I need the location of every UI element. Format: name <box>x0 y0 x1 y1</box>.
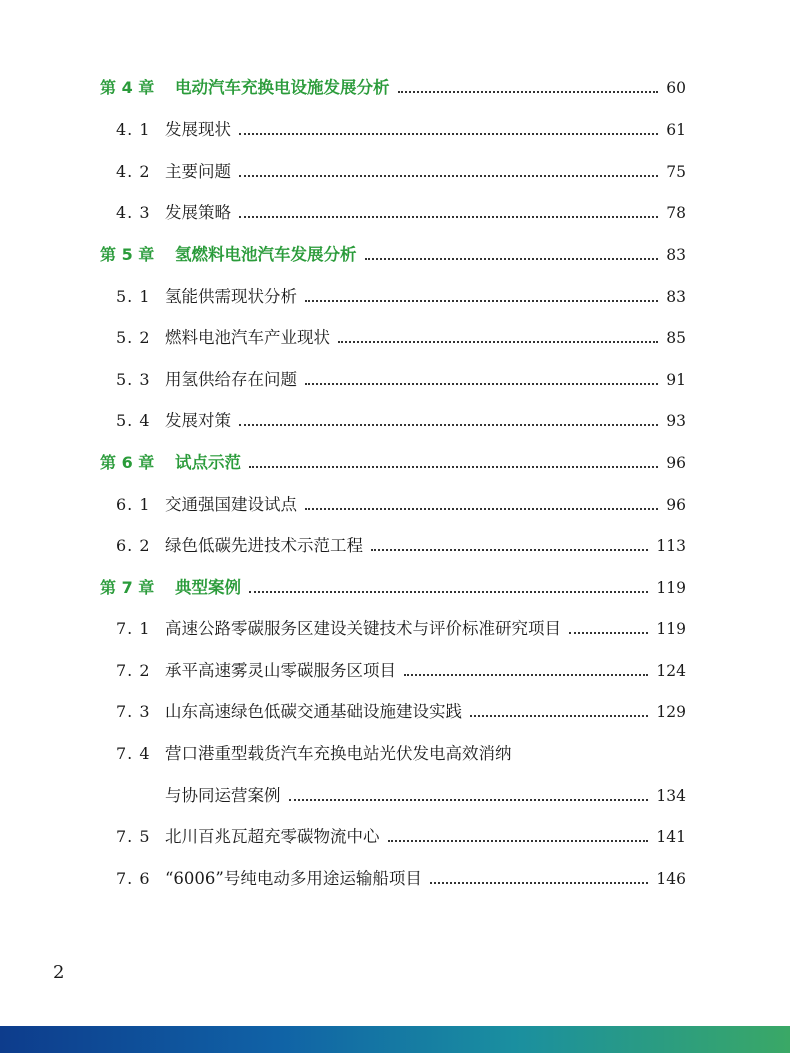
dot-leader <box>249 466 658 468</box>
section-title: 北川百兆瓦超充零碳物流中心 <box>165 827 380 846</box>
toc-section-row[interactable] <box>0 656 790 686</box>
dot-leader <box>239 133 658 135</box>
section-number: 4. 1 <box>116 120 151 139</box>
page-ref: 91 <box>666 371 686 389</box>
section-number: 5. 2 <box>116 328 151 347</box>
dot-leader <box>289 799 648 801</box>
dot-leader <box>398 91 658 93</box>
dot-leader <box>430 882 648 884</box>
page-ref: 75 <box>666 163 686 181</box>
dot-leader <box>338 341 658 343</box>
section-number: 7. 3 <box>116 702 151 721</box>
chapter-title: 典型案例 <box>175 578 241 597</box>
section-title: 营口港重型载货汽车充换电站光伏发电高效消纳 <box>165 744 512 763</box>
page-ref: 96 <box>666 496 686 514</box>
toc-chapter-row[interactable] <box>0 448 790 478</box>
page-ref: 141 <box>656 828 686 846</box>
dot-leader <box>569 632 648 634</box>
page-ref: 134 <box>656 787 686 805</box>
section-title: 用氢供给存在问题 <box>165 370 297 389</box>
section-number: 6. 1 <box>116 495 151 514</box>
chapter-number: 第 5 章 <box>100 245 155 264</box>
toc-section-row[interactable] <box>0 739 790 769</box>
section-title: 山东高速绿色低碳交通基础设施建设实践 <box>165 702 462 721</box>
toc-section-row[interactable] <box>0 781 790 811</box>
page-ref: 146 <box>656 870 686 888</box>
page-ref: 78 <box>666 204 686 222</box>
page-ref: 124 <box>656 662 686 680</box>
toc-section-row[interactable] <box>0 198 790 228</box>
section-title: 承平高速雾灵山零碳服务区项目 <box>165 661 396 680</box>
page-ref: 85 <box>666 329 686 347</box>
dot-leader <box>404 674 648 676</box>
chapter-number: 第 4 章 <box>100 78 155 97</box>
chapter-title: 电动汽车充换电设施发展分析 <box>175 78 390 97</box>
section-title: 发展对策 <box>165 411 231 430</box>
toc-section-row[interactable] <box>0 531 790 561</box>
chapter-title: 氢燃料电池汽车发展分析 <box>175 245 357 264</box>
page-ref: 61 <box>666 121 686 139</box>
section-title: 氢能供需现状分析 <box>165 287 297 306</box>
toc-section-row[interactable] <box>0 697 790 727</box>
dot-leader <box>239 424 658 426</box>
dot-leader <box>305 508 658 510</box>
page-ref: 129 <box>656 703 686 721</box>
toc-chapter-row[interactable] <box>0 73 790 103</box>
toc-section-row[interactable] <box>0 323 790 353</box>
section-number: 7. 4 <box>116 744 151 763</box>
toc-section-row[interactable] <box>0 864 790 894</box>
section-title: 燃料电池汽车产业现状 <box>165 328 330 347</box>
page-ref: 83 <box>666 246 686 264</box>
section-number: 4. 2 <box>116 162 151 181</box>
section-number: 7. 6 <box>116 869 151 888</box>
section-title: 交通强国建设试点 <box>165 495 297 514</box>
section-number: 7. 1 <box>116 619 151 638</box>
toc-section-row[interactable] <box>0 282 790 312</box>
dot-leader <box>249 591 648 593</box>
page-ref: 119 <box>656 620 686 638</box>
bottom-gradient-bar <box>0 1026 790 1053</box>
page-ref: 83 <box>666 288 686 306</box>
page-number: 2 <box>53 962 65 983</box>
section-number: 4. 3 <box>116 203 151 222</box>
toc-section-row[interactable] <box>0 115 790 145</box>
dot-leader <box>371 549 648 551</box>
chapter-title: 试点示范 <box>175 453 241 472</box>
section-number: 5. 3 <box>116 370 151 389</box>
toc-section-row[interactable] <box>0 365 790 395</box>
toc-section-row[interactable] <box>0 490 790 520</box>
section-number: 5. 1 <box>116 287 151 306</box>
toc-section-row[interactable] <box>0 614 790 644</box>
dot-leader <box>305 300 658 302</box>
section-number: 5. 4 <box>116 411 151 430</box>
section-title: 发展策略 <box>165 203 231 222</box>
section-title: 高速公路零碳服务区建设关键技术与评价标准研究项目 <box>165 619 561 638</box>
dot-leader <box>239 216 658 218</box>
page-ref: 96 <box>666 454 686 472</box>
dot-leader <box>470 715 648 717</box>
section-number: 7. 2 <box>116 661 151 680</box>
section-title: 绿色低碳先进技术示范工程 <box>165 536 363 555</box>
toc-section-row[interactable] <box>0 157 790 187</box>
toc-section-row[interactable] <box>0 822 790 852</box>
section-title: 发展现状 <box>165 120 231 139</box>
chapter-number: 第 6 章 <box>100 453 155 472</box>
toc-chapter-row[interactable] <box>0 573 790 603</box>
chapter-number: 第 7 章 <box>100 578 155 597</box>
section-title: 与协同运营案例 <box>165 786 281 805</box>
page-ref: 119 <box>656 579 686 597</box>
section-title: 主要问题 <box>165 162 231 181</box>
page-ref: 60 <box>666 79 686 97</box>
section-number: 7. 5 <box>116 827 151 846</box>
section-title: “6006”号纯电动多用途运输船项目 <box>165 869 422 888</box>
page-ref: 93 <box>666 412 686 430</box>
page-ref: 113 <box>656 537 686 555</box>
dot-leader <box>239 175 658 177</box>
toc-chapter-row[interactable] <box>0 240 790 270</box>
section-number: 6. 2 <box>116 536 151 555</box>
dot-leader <box>388 840 648 842</box>
dot-leader <box>365 258 658 260</box>
toc-section-row[interactable] <box>0 406 790 436</box>
dot-leader <box>305 383 658 385</box>
